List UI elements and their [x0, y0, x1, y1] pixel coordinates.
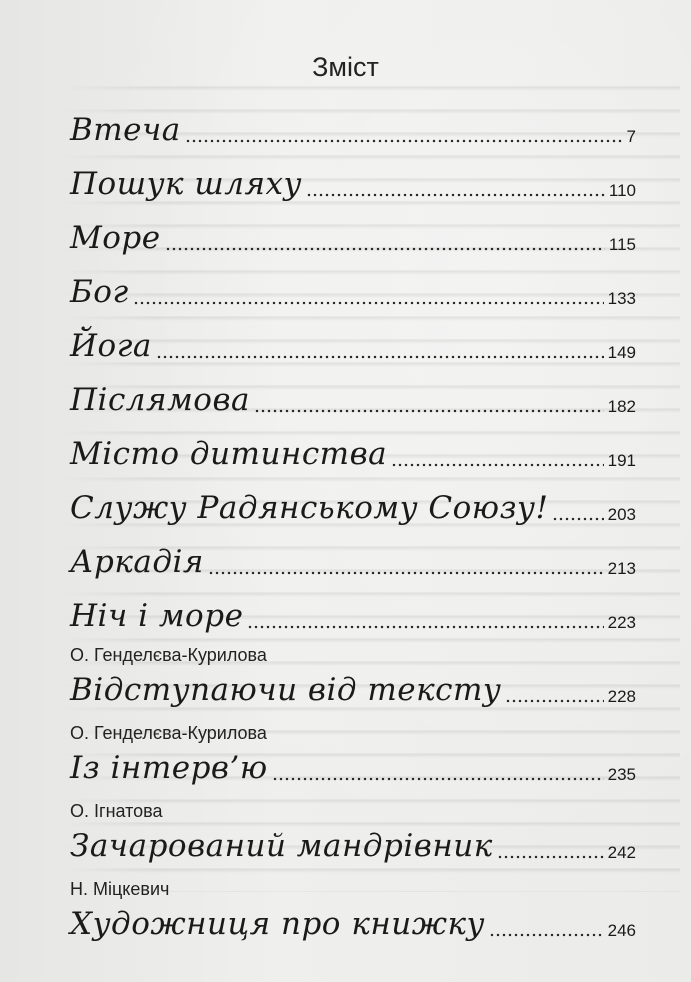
page-number: 133: [607, 289, 636, 308]
page-number: 149: [607, 343, 636, 362]
toc-entry: [70, 722, 636, 788]
dot-leader: [306, 188, 605, 198]
entry-author: О. Генделєва-Курилова: [70, 645, 267, 665]
chapter-title: Художниця про книжку: [70, 906, 485, 942]
toc-entry: [70, 528, 636, 582]
page-number: 242: [607, 843, 636, 862]
toc-line: [70, 150, 636, 204]
toc-entry: [70, 312, 636, 366]
page-number: 203: [607, 505, 636, 524]
entry-author: Н. Міцкевич: [70, 879, 170, 899]
toc-line: [70, 824, 636, 866]
toc-entry: [70, 204, 636, 258]
chapter-title: Ніч і море: [70, 598, 244, 634]
dot-leader: [497, 850, 604, 860]
dot-leader: [208, 566, 604, 576]
chapter-title: Із інтерв’ю: [70, 750, 268, 786]
toc-line: [70, 902, 636, 944]
toc-entry: [70, 800, 636, 866]
toc-entry: [70, 366, 636, 420]
chapter-title: Аркадія: [70, 544, 204, 580]
toc-line: [70, 258, 636, 312]
toc-entry: [70, 582, 636, 636]
toc-entry: [70, 878, 636, 944]
toc-line: [70, 366, 636, 420]
dot-leader: [254, 404, 604, 414]
toc-entry: [70, 150, 636, 204]
chapter-title: Йога: [70, 328, 152, 364]
toc-line: [70, 474, 636, 528]
dot-leader: [165, 242, 605, 252]
chapter-title: Втеча: [70, 112, 181, 148]
dot-leader: [552, 512, 603, 522]
toc-line: [70, 528, 636, 582]
page-number: 191: [607, 451, 636, 470]
dot-leader: [489, 928, 604, 938]
toc-line: [70, 96, 636, 150]
page-number: 246: [607, 921, 636, 940]
dot-leader: [272, 772, 604, 782]
toc-line: [70, 420, 636, 474]
dot-leader: [247, 620, 603, 630]
page-number: 223: [607, 613, 636, 632]
entry-author: О. Генделєва-Курилова: [70, 723, 267, 743]
toc-entry: [70, 96, 636, 150]
chapter-title: Місто дитинства: [70, 436, 388, 472]
toc-entry: [70, 474, 636, 528]
page-number: 213: [607, 559, 636, 578]
toc-line: [70, 746, 636, 788]
toc-line: [70, 312, 636, 366]
chapter-title: Відступаючи від тексту: [70, 672, 502, 708]
dot-leader: [156, 350, 604, 360]
entry-author: О. Ігнатова: [70, 801, 163, 821]
dot-leader: [185, 134, 623, 144]
dot-leader: [505, 694, 603, 704]
toc-entry: [70, 420, 636, 474]
chapter-title: Море: [70, 220, 161, 256]
page-number: 235: [607, 765, 636, 784]
page-title: Зміст: [312, 52, 379, 82]
chapter-title: Післямова: [70, 382, 250, 418]
table-of-contents: [70, 96, 636, 944]
chapter-title: Бог: [70, 274, 129, 310]
toc-entry: [70, 644, 636, 710]
toc-line: [70, 668, 636, 710]
page-number: 228: [607, 687, 636, 706]
toc-line: [70, 204, 636, 258]
toc-entry: [70, 258, 636, 312]
page-number: 182: [607, 397, 636, 416]
page-number: 110: [608, 181, 636, 200]
dot-leader: [133, 296, 604, 306]
page-number: 7: [626, 127, 636, 146]
chapter-title: Пошук шляху: [70, 166, 303, 202]
chapter-title: Служу Радянському Союзу!: [70, 490, 549, 526]
chapter-title: Зачарований мандрівник: [70, 828, 493, 864]
page-number: 115: [608, 235, 636, 254]
dot-leader: [391, 458, 604, 468]
toc-line: [70, 582, 636, 636]
